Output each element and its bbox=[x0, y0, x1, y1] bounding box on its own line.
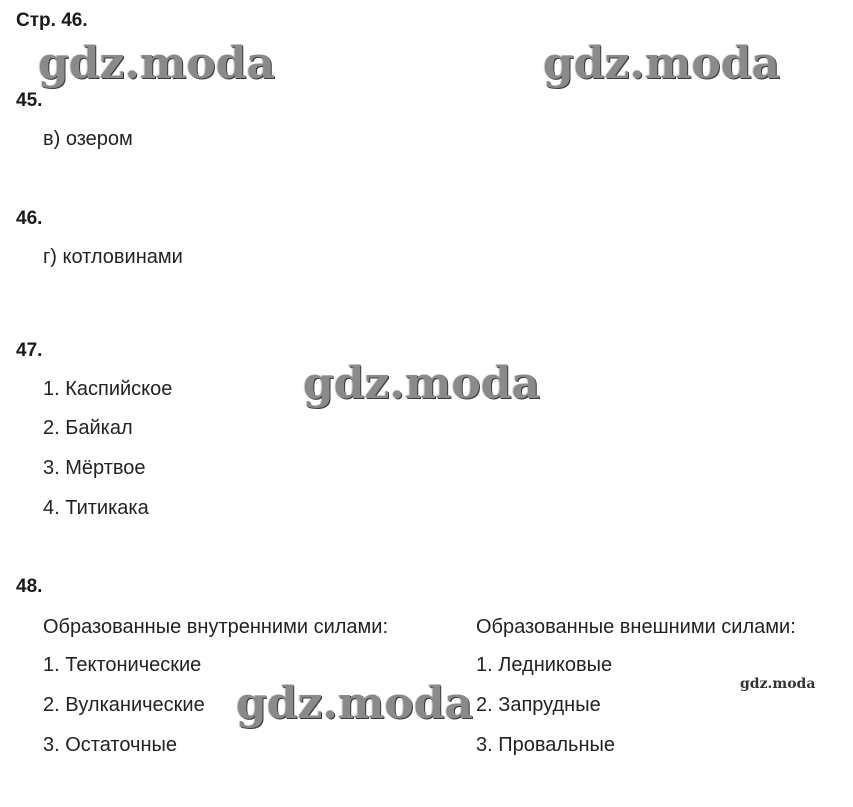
watermark-logo-small: gdz.moda bbox=[740, 676, 816, 692]
list-item: 1. Каспийское bbox=[43, 378, 173, 400]
list-item: 3. Провальные bbox=[476, 734, 616, 756]
list-item: 1. Тектонические bbox=[43, 654, 202, 676]
watermark-logo: gdz.moda bbox=[38, 38, 276, 89]
question-number-46: 46. bbox=[16, 208, 43, 229]
answer-45: в) озером bbox=[43, 128, 133, 150]
list-item: 3. Мёртвое bbox=[43, 457, 146, 479]
question-number-47: 47. bbox=[16, 340, 43, 361]
list-item: 4. Титикака bbox=[43, 497, 149, 519]
column-heading-internal: Образованные внутренними силами: bbox=[43, 616, 389, 638]
list-item: 2. Вулканические bbox=[43, 694, 205, 716]
list-item: 2. Байкал bbox=[43, 417, 133, 439]
list-item: 3. Остаточные bbox=[43, 734, 177, 756]
list-item: 1. Ледниковые bbox=[476, 654, 613, 676]
question-number-48: 48. bbox=[16, 576, 43, 597]
list-item: 2. Запрудные bbox=[476, 694, 601, 716]
watermark-logo: gdz.moda bbox=[543, 38, 781, 89]
watermark-logo: gdz.moda bbox=[236, 678, 474, 729]
question-number-45: 45. bbox=[16, 90, 43, 111]
answer-46: г) котловинами bbox=[43, 246, 183, 268]
page-title: Стр. 46. bbox=[16, 10, 88, 31]
column-heading-external: Образованные внешними силами: bbox=[476, 616, 796, 638]
watermark-logo: gdz.moda bbox=[303, 358, 541, 409]
